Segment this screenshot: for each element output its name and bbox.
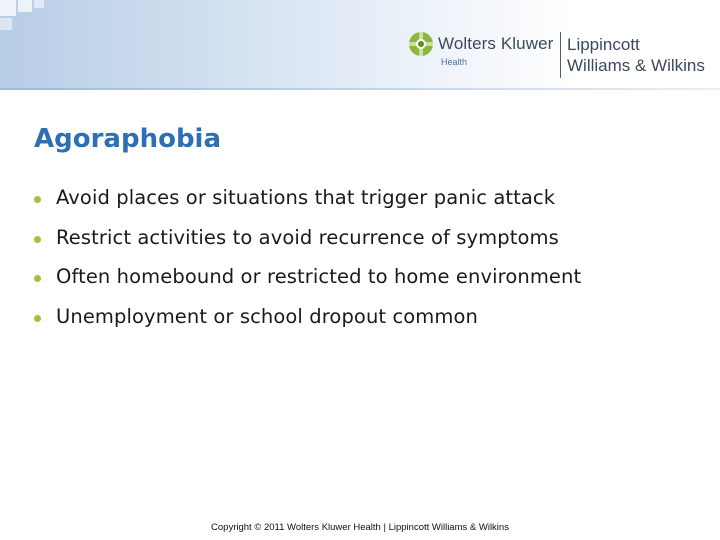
decorative-square bbox=[0, 0, 16, 16]
logo-divider bbox=[560, 32, 561, 78]
wolters-kluwer-logo-icon bbox=[408, 31, 434, 57]
copyright-text: Copyright © 2011 Wolters Kluwer Health | Lippincott Williams & Wilkins bbox=[211, 522, 509, 533]
footer bbox=[0, 522, 720, 533]
decorative-square bbox=[34, 0, 44, 8]
bullet-marker bbox=[34, 236, 41, 243]
publisher-line-2: Williams & Wilkins bbox=[567, 56, 705, 75]
slide-title: Agoraphobia bbox=[34, 124, 222, 154]
decorative-square bbox=[0, 18, 12, 30]
brand-name: Wolters Kluwer bbox=[438, 34, 554, 53]
publisher-name bbox=[567, 34, 705, 76]
brand-subtitle: Health bbox=[441, 57, 468, 67]
header-banner bbox=[0, 0, 720, 88]
decorative-square bbox=[18, 0, 32, 12]
bullet-text: Often homebound or restricted to home environment bbox=[56, 265, 582, 289]
bullet-marker bbox=[34, 315, 41, 322]
publisher-line-1: Lippincott bbox=[567, 35, 640, 54]
bullet-text: Avoid places or situations that trigger panic attack bbox=[56, 186, 556, 209]
bullet-text: Unemployment or school dropout common bbox=[56, 305, 478, 329]
bullet-marker bbox=[34, 196, 41, 203]
bullet-text: Restrict activities to avoid recurrence of symptoms bbox=[56, 225, 559, 249]
header-divider bbox=[0, 88, 720, 90]
bullet-marker bbox=[34, 275, 41, 282]
